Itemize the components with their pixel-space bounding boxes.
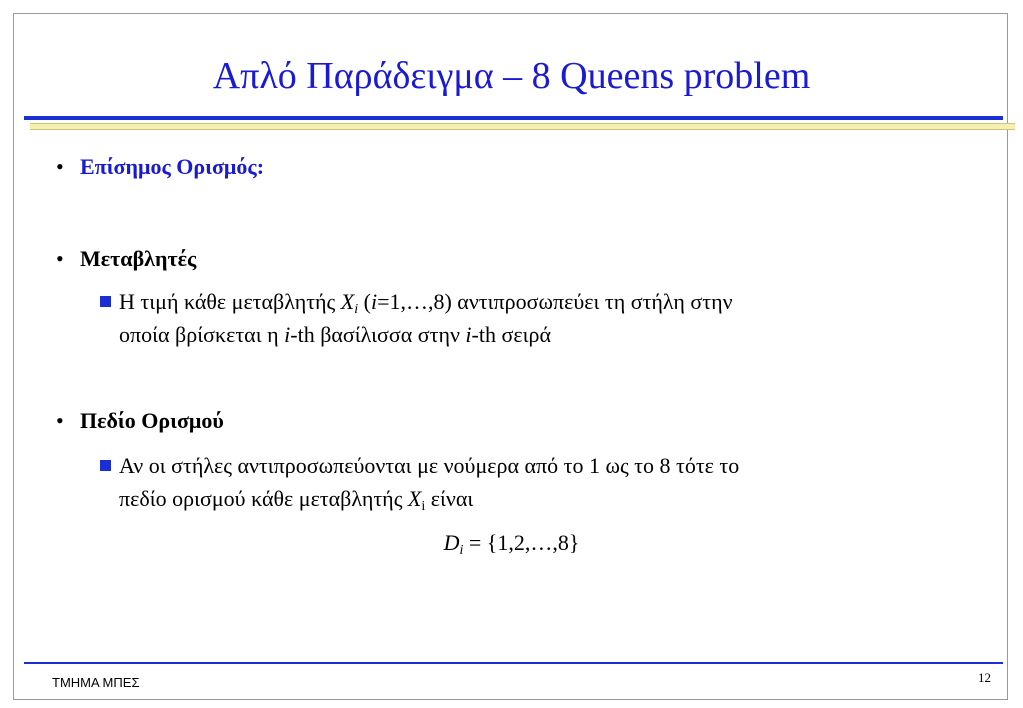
bullet-formal-text: Επίσημος Ορισμός: <box>80 154 265 179</box>
subbullet-variables-line2: οποία βρίσκεται η i-th βασίλισσα στην i-th σειρά <box>119 322 551 347</box>
square-bullet-icon <box>100 296 111 307</box>
subbullet-variables-line1: Η τιμή κάθε μεταβλητής $X_i$ (i=1,…,8) αντιπροσωπεύει τη στήλη στην <box>100 285 960 318</box>
footer-department: ΤΜΗΜΑ ΜΠΕΣ <box>52 675 140 690</box>
subbullet-domain-line2: πεδίο ορισμού κάθε μεταβλητής $X_i$ είναι <box>119 486 474 514</box>
bullet-variables-text: Μεταβλητές <box>80 246 197 271</box>
slide-title: Απλό Παράδειγμα – 8 Queens problem <box>212 55 811 97</box>
page-number: 12 <box>978 670 991 685</box>
title-underline-blue <box>24 116 1003 120</box>
square-bullet-icon <box>100 460 111 471</box>
title-underline-yellow <box>30 123 1015 130</box>
domain-formula: $D_i$ = {1,2,…,8} <box>443 530 580 558</box>
footer-rule <box>24 662 1003 664</box>
bullet-dot-icon: • <box>56 408 64 433</box>
bullet-dot-icon: • <box>56 246 64 271</box>
subbullet-variables <box>100 285 960 351</box>
subbullet-domain-line1: Αν οι στήλες αντιπροσωπεύονται με νούμερα από το 1 ως το 8 τότε το <box>100 449 960 482</box>
bullet-dot-icon: • <box>56 154 64 179</box>
bullet-domain-text: Πεδίο Ορισμού <box>80 408 224 433</box>
subbullet-domain <box>100 449 960 515</box>
